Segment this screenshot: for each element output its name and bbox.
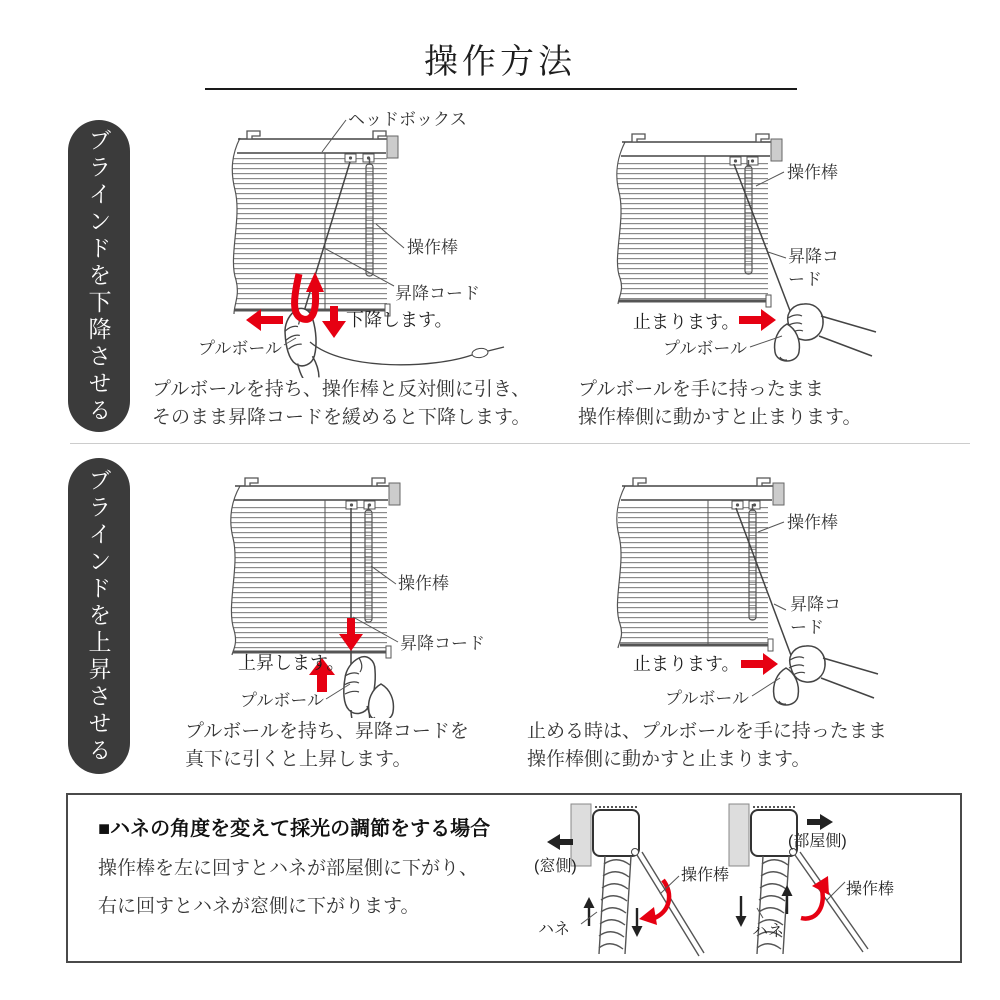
label-wand: 操作棒 bbox=[407, 238, 458, 257]
wall bbox=[729, 804, 749, 866]
diagram-stop-lowering bbox=[560, 128, 960, 376]
slats bbox=[590, 486, 773, 651]
label-wand: 操作棒 bbox=[787, 513, 838, 532]
section-tag-lower bbox=[68, 120, 130, 432]
blind-lowering-illustration bbox=[150, 108, 550, 378]
note-body-line: 右に回すとハネが窓側に下がります。 bbox=[98, 896, 420, 917]
label-wand: 操作棒 bbox=[681, 867, 730, 884]
red-left-arrow-icon bbox=[246, 309, 283, 331]
label-wand: 操作棒 bbox=[846, 881, 895, 898]
caption-line: そのまま昇降コードを緩めると下降します。 bbox=[152, 407, 531, 428]
label-wand: 操作棒 bbox=[787, 163, 838, 182]
tilt-diagram-room-side bbox=[715, 798, 950, 958]
label-action-lower: 下降します。 bbox=[346, 310, 453, 330]
tilt-wand bbox=[366, 158, 373, 276]
caption-lowering bbox=[152, 376, 530, 432]
caption-line: 真下に引くと上昇します。 bbox=[185, 749, 412, 770]
small-tilt-arrows bbox=[584, 897, 643, 937]
label-action-stop: 止まります。 bbox=[633, 312, 740, 332]
caption-raising bbox=[185, 718, 469, 774]
label-window-side: (窓側) bbox=[534, 858, 577, 875]
headbox-section bbox=[593, 810, 639, 856]
caption-line: 操作棒側に動かすと止まります。 bbox=[578, 407, 862, 428]
label-pull-ball: プルボール bbox=[665, 689, 749, 708]
label-cord: 昇降コード bbox=[790, 595, 841, 637]
caption-stop-raising bbox=[527, 718, 887, 774]
tilt-wand bbox=[749, 504, 756, 620]
red-rotate-ccw-icon bbox=[639, 880, 669, 925]
tilt-wand-section bbox=[790, 849, 869, 953]
label-action-stop: 止まります。 bbox=[633, 654, 740, 674]
label-pull-ball: プルボール bbox=[240, 691, 324, 710]
label-cord: 昇降コード bbox=[400, 634, 485, 653]
diagram-stop-raising bbox=[520, 472, 960, 718]
note-body bbox=[98, 850, 478, 926]
section-tag-raise bbox=[68, 458, 130, 774]
section-tag-lower-label: ブラインドを下降させる bbox=[85, 127, 112, 425]
red-right-arrow-icon bbox=[739, 309, 776, 331]
label-slat: ハネ bbox=[538, 921, 571, 938]
diagram-lowering bbox=[150, 108, 550, 378]
section-tag-raise-label: ブラインドを上昇させる bbox=[85, 467, 112, 765]
black-left-arrow-icon bbox=[547, 834, 573, 850]
red-right-arrow-icon bbox=[741, 653, 778, 675]
slats bbox=[202, 486, 391, 658]
note-body-line: 操作棒を左に回すとハネが部屋側に下がり、 bbox=[98, 858, 479, 879]
headbox bbox=[621, 478, 784, 509]
blind-raising-illustration bbox=[150, 472, 550, 718]
blind-stop-illustration bbox=[560, 128, 960, 376]
tilt-right-illustration bbox=[715, 798, 950, 958]
label-pull-ball: プルボール bbox=[198, 339, 282, 358]
label-cord: 昇降コード bbox=[788, 247, 839, 289]
caption-line: 止める時は、プルボールを手に持ったまま bbox=[527, 721, 887, 742]
headbox bbox=[621, 134, 782, 165]
caption-line: 操作棒側に動かすと止まります。 bbox=[527, 749, 811, 770]
hand bbox=[787, 304, 876, 356]
label-wand: 操作棒 bbox=[398, 574, 449, 593]
section-divider bbox=[70, 443, 970, 444]
hand bbox=[789, 646, 878, 698]
page-title: 操作方法 bbox=[424, 43, 576, 81]
label-room-side: (部屋側) bbox=[788, 833, 847, 850]
caption-stop-lowering bbox=[578, 376, 861, 432]
label-leader-line bbox=[827, 882, 845, 900]
slats bbox=[588, 142, 771, 307]
caption-line: プルボールを手に持ったまま bbox=[578, 379, 824, 400]
title-underline bbox=[205, 88, 797, 90]
caption-line: プルボールを持ち、操作棒と反対側に引き、 bbox=[152, 379, 531, 400]
label-pull-ball: プルボール bbox=[663, 339, 747, 358]
headbox bbox=[234, 478, 400, 509]
blind-stop-raising-illustration bbox=[520, 472, 960, 718]
caption-line: プルボールを持ち、昇降コードを bbox=[185, 721, 469, 742]
label-slat: ハネ bbox=[752, 923, 785, 940]
tilt-wand bbox=[745, 160, 752, 274]
label-headbox: ヘッドボックス bbox=[348, 110, 467, 129]
slat-stack bbox=[599, 856, 631, 954]
tilt-wand bbox=[365, 504, 372, 622]
note-heading: ■ハネの角度を変えて採光の調節をする場合 bbox=[98, 818, 491, 840]
label-action-raise: 上昇します。 bbox=[238, 653, 345, 673]
diagram-raising bbox=[150, 472, 550, 718]
label-cord: 昇降コード bbox=[395, 284, 480, 303]
cord-tassel bbox=[310, 342, 504, 365]
